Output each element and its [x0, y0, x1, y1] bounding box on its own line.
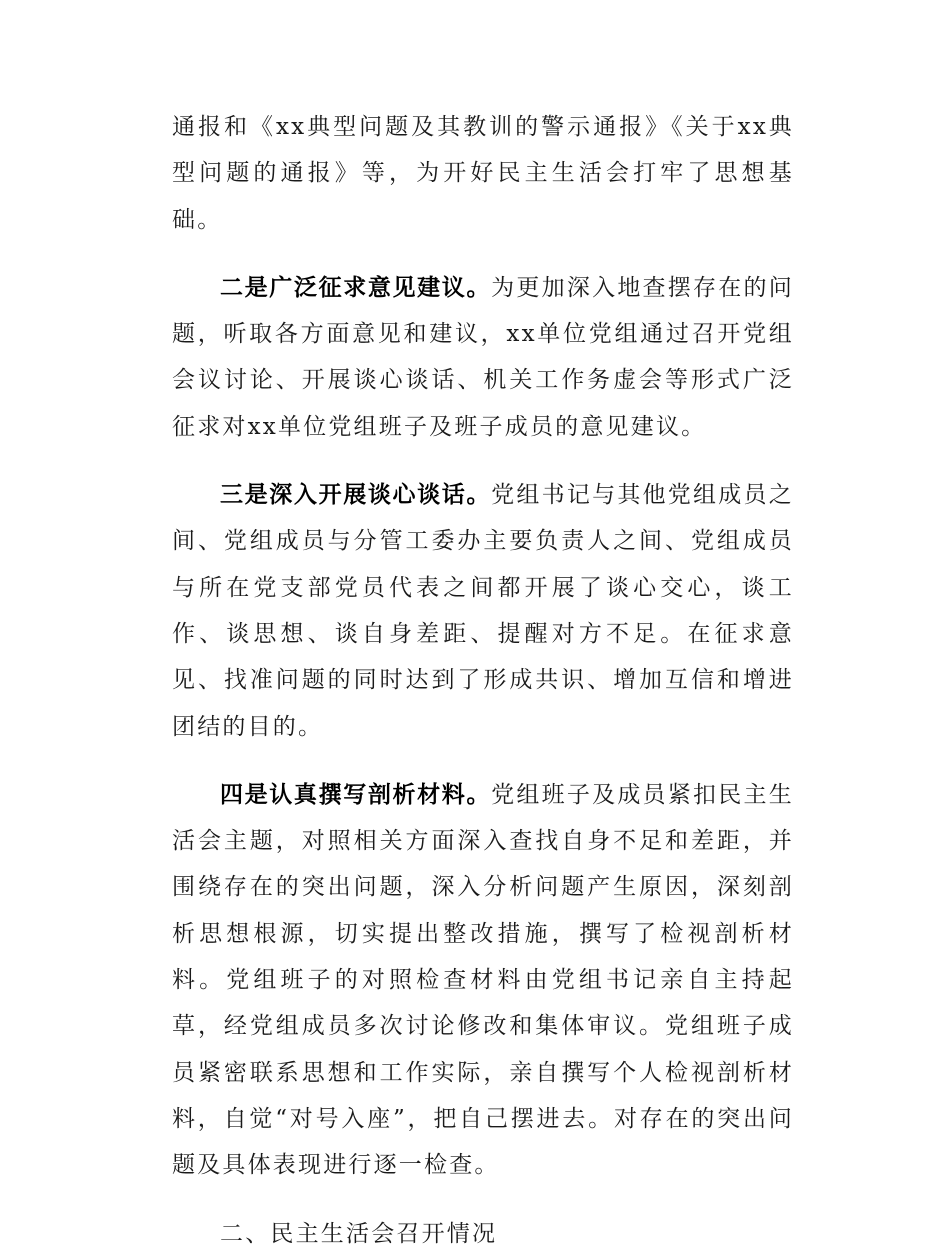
section-heading: 二、民主生活会召开情况 — [220, 1220, 498, 1247]
paragraph-heart-to-heart-talks — [172, 472, 794, 750]
document-body — [172, 104, 794, 1257]
paragraph-lead: 四是认真撰写剖析材料。 — [220, 781, 492, 808]
paragraph-solicit-opinions — [172, 265, 794, 450]
paragraph-lead: 二是广泛征求意见建议。 — [220, 274, 492, 301]
paragraph-intro — [172, 104, 794, 243]
paragraph-lead: 三是深入开展谈心谈话。 — [220, 482, 492, 509]
paragraph-analysis-materials — [172, 772, 794, 1189]
paragraph-text: 党组班子及成员紧扣民主生活会主题，对照相关方面深入查找自身不足和差距，并围绕存在的突出问题，深入分析问题产生原因，深刻剖析思想根源，切实提出整改措施，撰写了检视剖析材料。党组班子的对照检查材料由党组书记亲自主持起草，经党组成员多次讨论修改和集体审议。党组班子成员紧密联系思想和工作实际，亲自撰写个人检视剖析材料，自觉“对号入座”，把自己摆进去。对存在的突出问题及具体表现进行逐一检查。 — [172, 781, 794, 1179]
paragraph-text: 党组书记与其他党组成员之间、党组成员与分管工委办主要负责人之间、党组成员与所在党支部党员代表之间都开展了谈心交心，谈工作、谈思想、谈自身差距、提醒对方不足。在征求意见、找准问题的同时达到了形成共识、增加互信和增进团结的目的。 — [172, 482, 794, 740]
paragraph-text: 通报和《xx典型问题及其教训的警示通报》《关于xx典型问题的通报》等，为开好民主生活会打牢了思想基础。 — [172, 114, 794, 233]
paragraph-text: 为更加深入地查摆存在的问题，听取各方面意见和建议，xx单位党组通过召开党组会议讨论、开展谈心谈话、机关工作务虚会等形式广泛征求对xx单位党组班子及班子成员的意见建议。 — [172, 274, 794, 440]
